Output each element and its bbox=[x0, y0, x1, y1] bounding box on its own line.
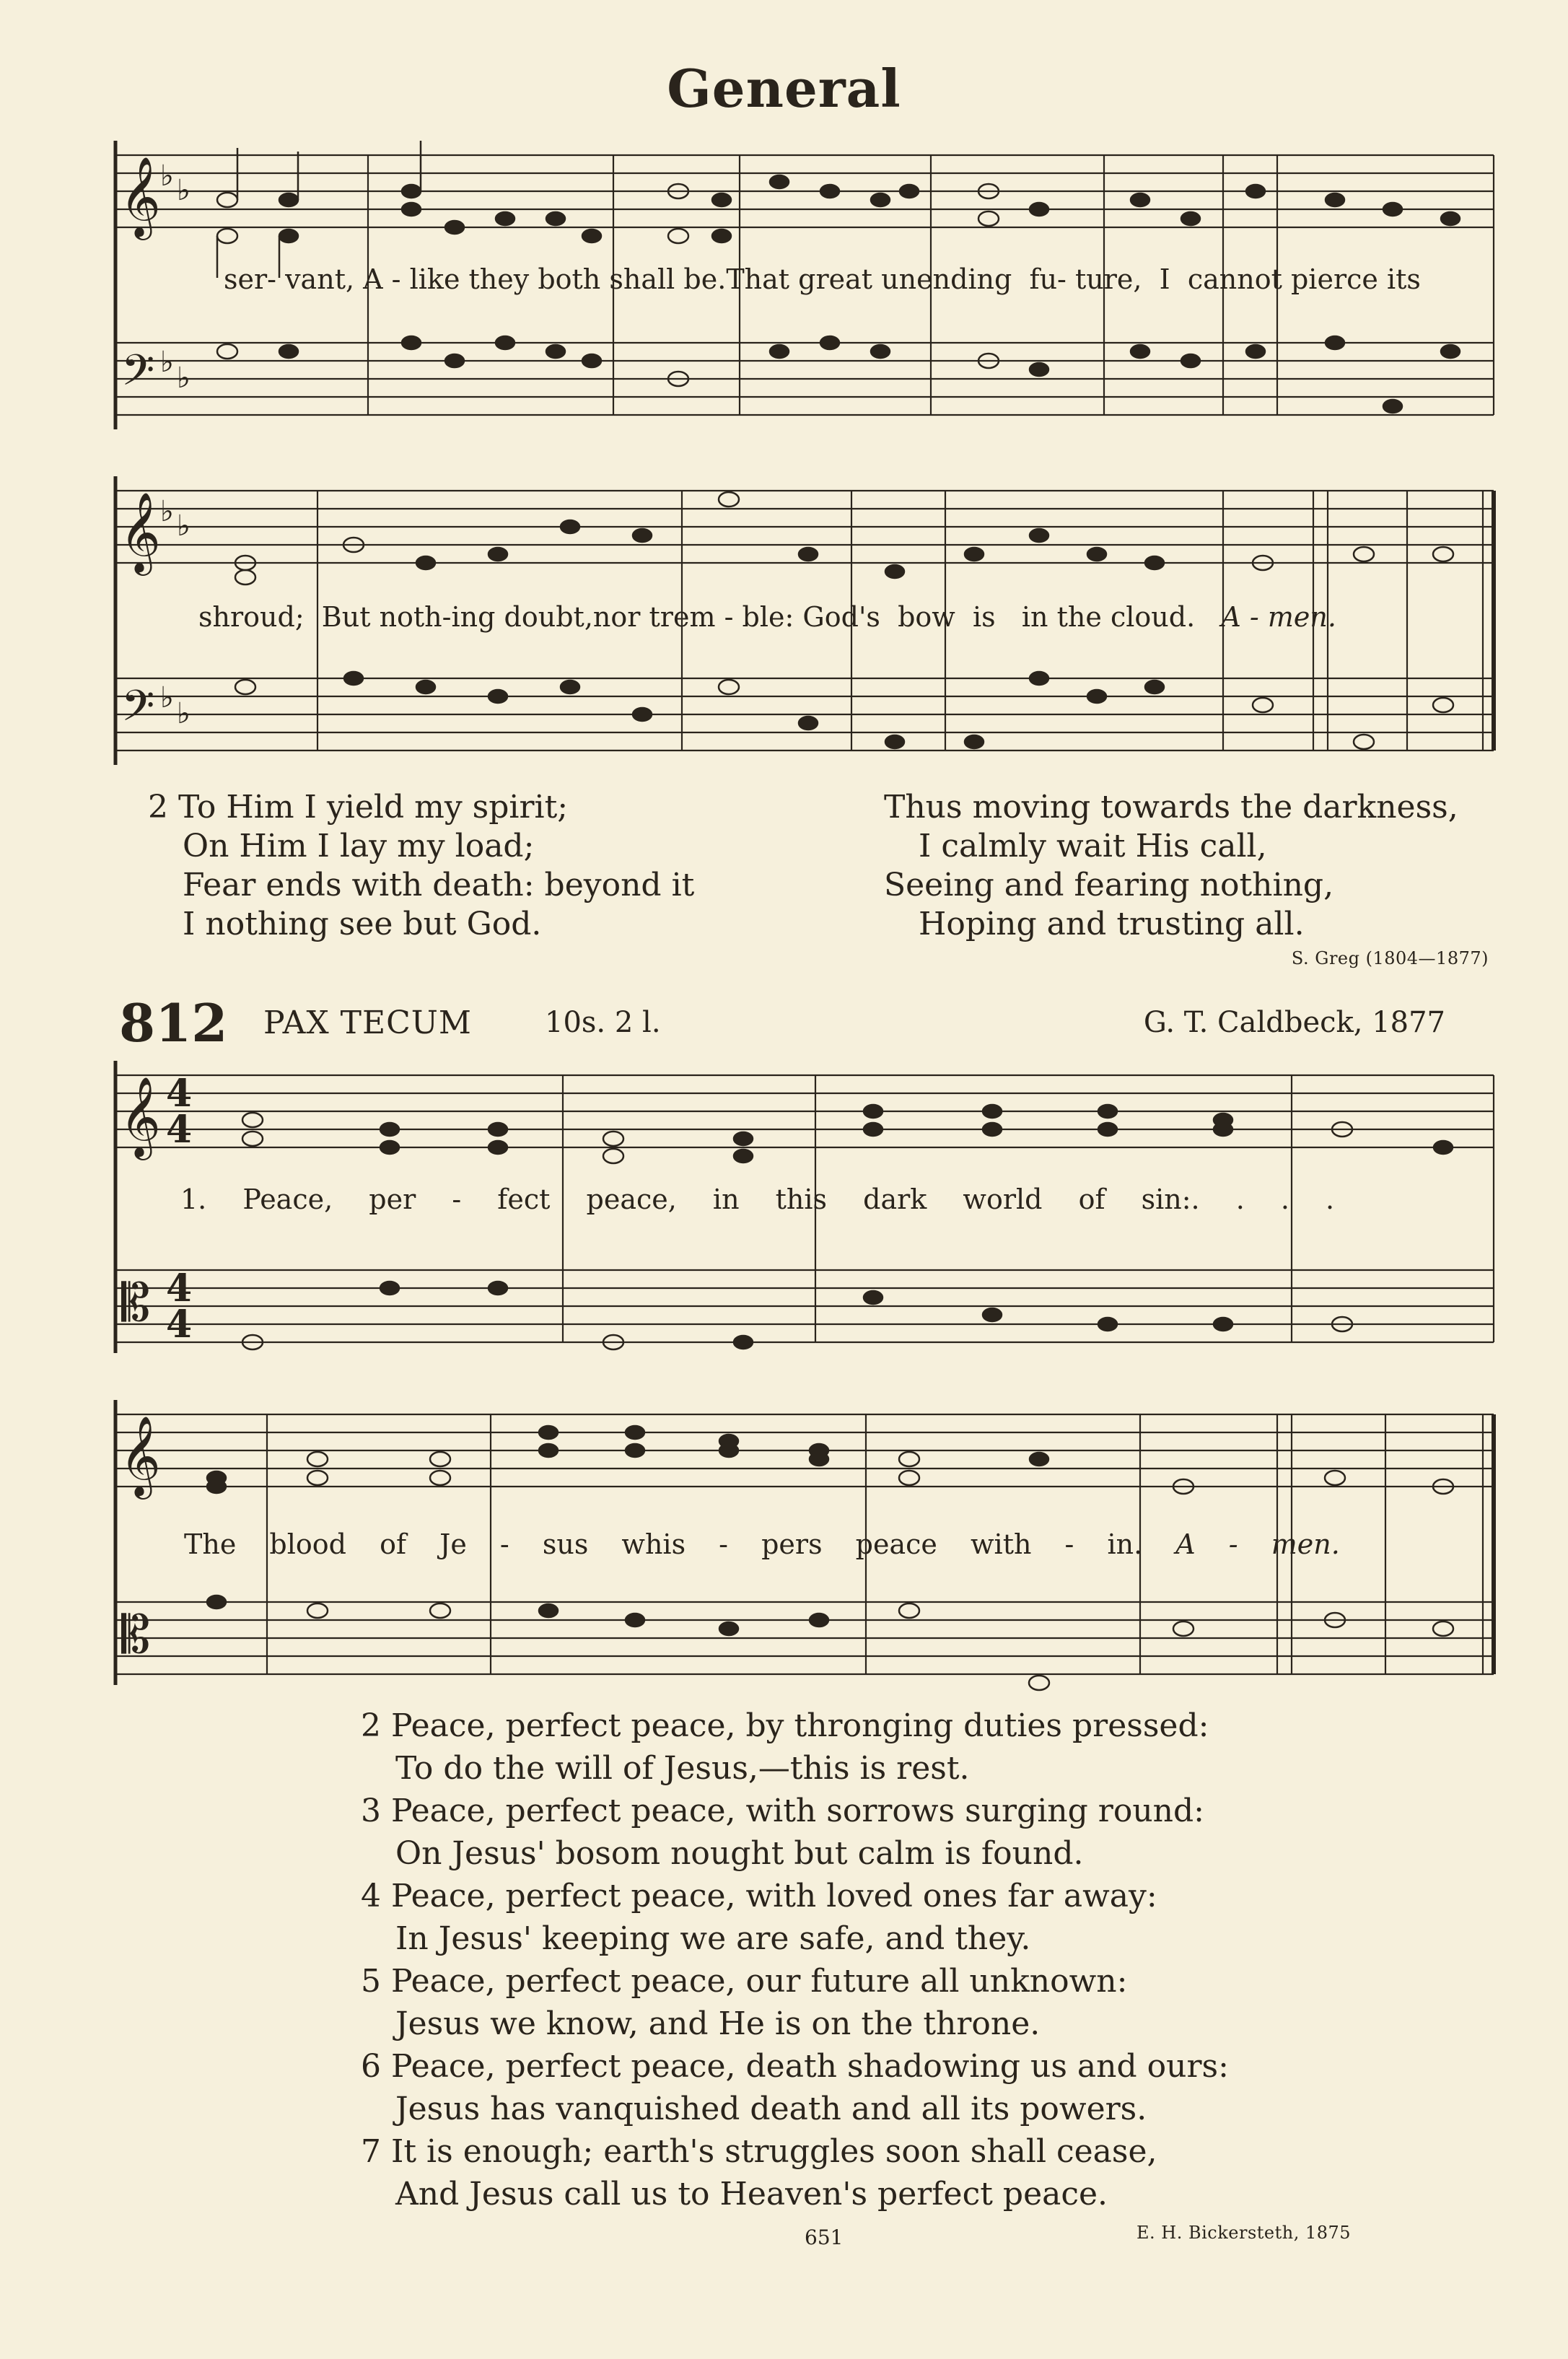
hymn-number: 812 bbox=[119, 992, 228, 1054]
verse-7: 7 It is enough; earth's struggles soon shall cease, bbox=[361, 2133, 1157, 2170]
verse-6: 6 Peace, perfect peace, death shadowing us and ours: bbox=[361, 2048, 1229, 2085]
svg-text:♭: ♭ bbox=[160, 495, 174, 528]
verse-4: 4 Peace, perfect peace, with loved ones far away: bbox=[361, 1878, 1157, 1914]
time-sig-bottom-bass: 4 bbox=[166, 1303, 193, 1347]
svg-text:♭: ♭ bbox=[160, 681, 174, 714]
time-sig-top-bass: 4 bbox=[166, 1266, 193, 1310]
verse-2: 2 Peace, perfect peace, by thronging duties pressed: bbox=[361, 1707, 1209, 1744]
prev-verse2-right: Thus moving towards the darkness, I calmly wait His call, Seeing and fearing nothing, Hoping and trusting all. bbox=[884, 789, 1458, 942]
time-sig-top: 4 bbox=[166, 1072, 193, 1116]
hymn812-system1-lyrics: 1. Peace, per - fect peace, in this dark world of sin:. . . . bbox=[180, 1183, 1335, 1215]
page-title: General bbox=[667, 58, 901, 119]
verse-3: 3 Peace, perfect peace, with sorrows surging round: bbox=[361, 1793, 1204, 1829]
svg-text:♭: ♭ bbox=[177, 174, 190, 207]
svg-text:𝄡: 𝄡 bbox=[121, 1272, 151, 1333]
prev-author-credit: S. Greg (1804—1877) bbox=[1291, 948, 1489, 968]
svg-text:𝄞: 𝄞 bbox=[120, 156, 161, 237]
prev-system2-lyrics: shroud; But noth-ing doubt,nor trem - ble: God's bow is in the cloud. A - men. bbox=[198, 601, 1336, 633]
hymn812-author-credit: E. H. Bickersteth, 1875 bbox=[1136, 2223, 1352, 2243]
prev-verse2-left: 2 To Him I yield my spirit; On Him I lay my load; Fear ends with death: beyond it I nothing see but God. bbox=[148, 789, 695, 942]
page-number: 651 bbox=[805, 2225, 844, 2249]
svg-text:♭: ♭ bbox=[177, 697, 190, 730]
hymn812-system2-lyrics: The blood of Je - sus whis - pers peace with - in. A - men. bbox=[184, 1528, 1340, 1560]
svg-text:♭: ♭ bbox=[160, 159, 174, 193]
svg-text:♭: ♭ bbox=[160, 346, 174, 379]
svg-text:𝄢: 𝄢 bbox=[121, 680, 155, 741]
svg-text:𝄢: 𝄢 bbox=[121, 345, 155, 406]
svg-text:𝄞: 𝄞 bbox=[120, 1076, 161, 1157]
hymn-meter: 10s. 2 l. bbox=[545, 1006, 661, 1039]
prev-system1-lyrics: ser- vant, A - like they both shall be.That great unending fu- ture, I cannot pierce its bbox=[224, 263, 1421, 295]
composer-credit: G. T. Caldbeck, 1877 bbox=[1143, 1006, 1445, 1039]
svg-text:𝄞: 𝄞 bbox=[120, 491, 161, 572]
hymn812-verses: 2 Peace, perfect peace, by thronging duties pressed: To do the will of Jesus,—this is rest. 3 Peace, perfect peace, with sorrows surging round: On Jesus' bosom nought but calm is found. 4 Peace, perfect peace, with loved ones far away: In Jesus' keeping we are safe, and they. 5 Peace, perfect peace, our future all unknown: Jesus we know, and He is on the throne. 6 Peace, perfect peace, death shadowing us and ours: Jesus has vanquished death and all its powers. 7 It is enough; earth's struggles soon shall cease, And Jesus call us to Heaven's perfect peace. bbox=[361, 1704, 1229, 2215]
svg-text:♭: ♭ bbox=[177, 362, 190, 395]
time-sig-bottom: 4 bbox=[166, 1108, 193, 1152]
tune-name: PAX TECUM bbox=[263, 1005, 472, 1041]
svg-text:𝄞: 𝄞 bbox=[120, 1415, 161, 1496]
svg-text:𝄡: 𝄡 bbox=[121, 1604, 151, 1665]
verse-5: 5 Peace, perfect peace, our future all unknown: bbox=[361, 1963, 1128, 2000]
svg-text:♭: ♭ bbox=[177, 509, 190, 543]
